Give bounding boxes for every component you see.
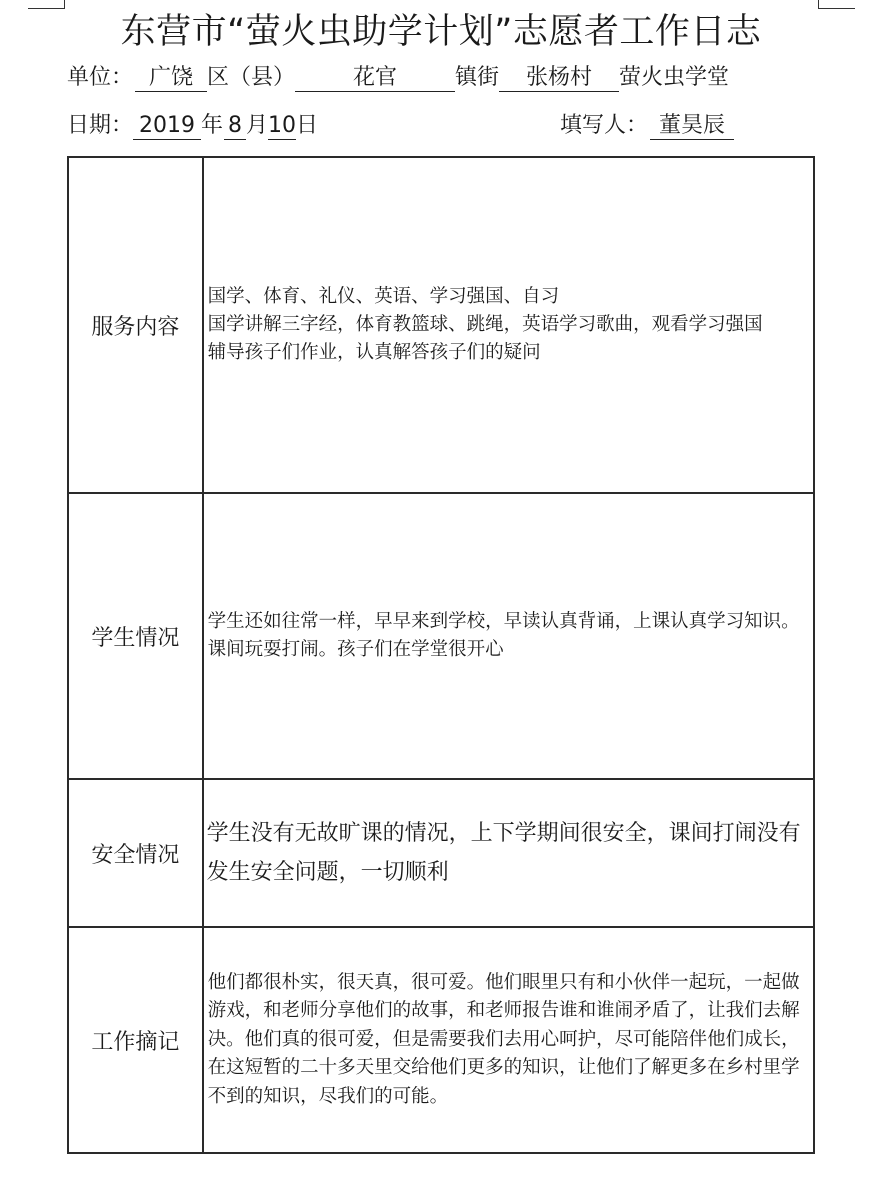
- writer-name-field: 董昊辰: [650, 113, 734, 140]
- writer-label: 填写人：: [560, 113, 649, 138]
- notes-content-cell: [203, 927, 814, 1153]
- unit-town-field: 花官: [295, 65, 455, 92]
- unit-district-field: 广饶: [135, 65, 207, 92]
- notes-label: 工作摘记: [68, 927, 203, 1153]
- table-row-service: [68, 157, 814, 493]
- safety-content: 学生没有无故旷课的情况，上下学期间很安全，课间打闹没有发生安全问题，一切顺利: [206, 821, 801, 885]
- date-year-field: 2019: [133, 113, 201, 140]
- date-line: [67, 110, 318, 142]
- date-month-suffix: 月: [246, 113, 269, 138]
- unit-line: [67, 62, 729, 94]
- service-line: 国学、体育、礼仪、英语、学习强国、自习: [207, 286, 560, 307]
- date-label: 日期：: [67, 113, 134, 138]
- date-day-field: 10: [268, 113, 297, 138]
- service-content-cell: [203, 157, 814, 493]
- writer-line: [560, 110, 734, 142]
- notes-content: 他们都很朴实，很天真，很可爱。他们眼里只有和小伙伴一起玩，一起做游戏，和老师分享他们的故事，和老师报告谁和谁闹矛盾了，让我们去解决。他们真的很可爱，但是需要我们去用心呵护，尽可能陪伴他们成长，在这短暂的二十多天里交给他们更多的知识，让他们了解更多在乡村里学不到的知识，尽我们的可能。: [207, 971, 800, 1107]
- safety-label: 安全情况: [68, 779, 203, 927]
- students-content: 学生还如往常一样，早早来到学校，早读认真背诵，上课认真学习知识。课间玩耍打闹。孩子们在学堂很开心: [207, 611, 800, 660]
- service-line: 辅导孩子们作业，认真解答孩子们的疑问: [207, 342, 541, 363]
- students-label: 学生情况: [68, 493, 203, 779]
- unit-village-field: 张杨村: [499, 65, 619, 92]
- unit-school: 萤火虫学堂: [619, 65, 730, 90]
- table-row-notes: [68, 927, 814, 1153]
- date-month-field: 8: [224, 113, 246, 140]
- students-content-cell: [203, 493, 814, 779]
- service-content: [204, 283, 813, 367]
- unit-town-suffix: 镇街: [455, 65, 500, 90]
- table-row-students: [68, 493, 814, 779]
- date-year-suffix: 年: [201, 113, 224, 138]
- date-day-suffix: 日: [296, 113, 319, 138]
- unit-district-suffix: 区（县）: [207, 65, 296, 90]
- unit-label: 单位：: [67, 65, 134, 90]
- document-title: 东营市“萤火虫助学计划”志愿者工作日志: [120, 12, 762, 52]
- work-log-table: [67, 156, 815, 1154]
- service-label: 服务内容: [68, 157, 203, 493]
- table-row-safety: [68, 779, 814, 927]
- service-line: 国学讲解三字经，体育教篮球、跳绳，英语学习歌曲，观看学习强国: [207, 314, 763, 335]
- safety-content-cell: [203, 779, 814, 927]
